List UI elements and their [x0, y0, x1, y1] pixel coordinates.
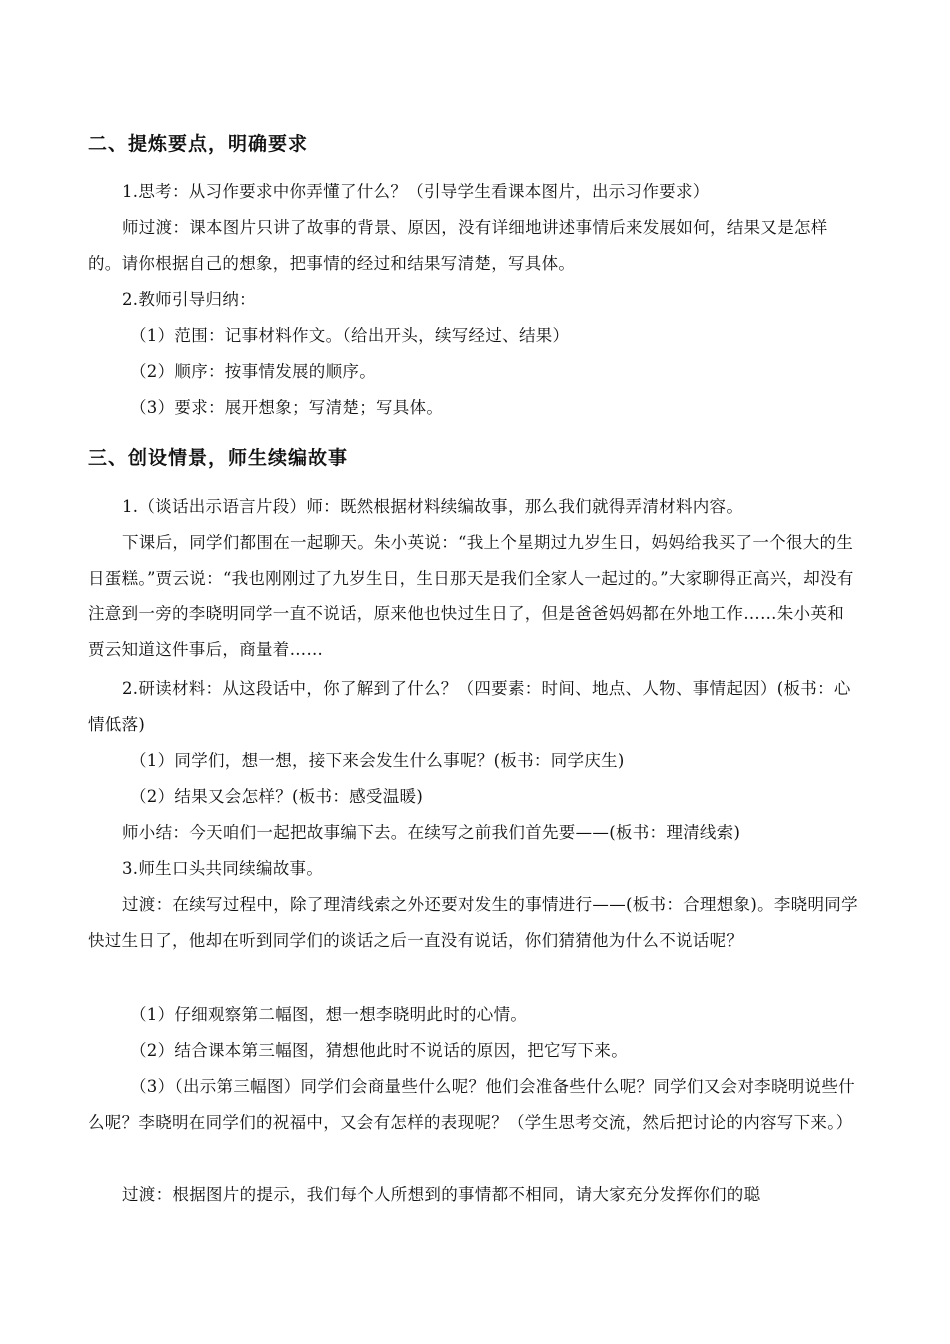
paragraph: 1.思考：从习作要求中你弄懂了什么？（引导学生看课本图片，出示习作要求） — [122, 182, 710, 201]
paragraph: 过渡：根据图片的提示，我们每个人所想到的事情都不相同，请大家充分发挥你们的聪 — [122, 1185, 761, 1204]
list-item: （1）范围：记事材料作文。（给出开头，续写经过、结果） — [130, 326, 570, 345]
paragraph: 下课后，同学们都围在一起聊天。朱小英说：“我上个星期过九岁生日，妈妈给我买了一个很大的生日蛋糕。”贾云说：“我也刚刚过了九岁生日，生日那天是我们全家人一起过的。”大家聊得正高兴，却没有注意到一旁的李晓明同学一直不说话，原来他也快过生日了，但是爸爸妈妈都在外地工作……朱小英和贾云知道这件事后，商量着…… — [88, 533, 854, 659]
paragraph: 2.研读材料：从这段话中，你了解到了什么？（四要素：时间、地点、人物、事情起因）(板书：心情低落) — [88, 679, 851, 734]
list-item: （2）顺序：按事情发展的顺序。 — [130, 362, 376, 381]
paragraph: 1.（谈话出示语言片段）师：既然根据材料续编故事，那么我们就得弄清材料内容。 — [122, 497, 744, 516]
list-item: （1）仔细观察第二幅图，想一想李晓明此时的心情。 — [130, 1005, 528, 1024]
section-heading: 二、提炼要点，明确要求 — [88, 133, 309, 155]
list-item: （1）同学们，想一想，接下来会发生什么事呢？(板书：同学庆生) — [130, 751, 625, 770]
paragraph: 3.师生口头共同续编故事。 — [122, 859, 324, 878]
list-item: （2）结合课本第三幅图，猜想他此时不说话的原因，把它写下来。 — [130, 1041, 628, 1060]
list-item: （3）要求：展开想象；写清楚；写具体。 — [130, 398, 444, 417]
paragraph: 过渡：在续写过程中，除了理清线索之外还要对发生的事情进行——(板书：合理想象)。李晓明同学快过生日了，他却在听到同学们的谈话之后一直没有说话，你们猜猜他为什么不说话呢？ — [88, 895, 858, 950]
list-item: （3）（出示第三幅图）同学们会商量些什么呢？他们会准备些什么呢？同学们又会对李晓明说些什么呢？李晓明在同学们的祝福中，又会有怎样的表现呢？（学生思考交流，然后把讨论的内容写下来。） — [88, 1077, 855, 1132]
paragraph: 师过渡：课本图片只讲了故事的背景、原因，没有详细地讲述事情后来发展如何，结果又是怎样的。请你根据自己的想象，把事情的经过和结果写清楚，写具体。 — [88, 218, 828, 273]
paragraph: 2.教师引导归纳： — [122, 290, 256, 309]
list-item: （2）结果又会怎样？(板书：感受温暖) — [130, 787, 424, 806]
section-heading: 三、创设情景，师生续编故事 — [88, 447, 349, 469]
paragraph: 师小结：今天咱们一起把故事编下去。在续写之前我们首先要——(板书：理清线索) — [122, 823, 741, 842]
